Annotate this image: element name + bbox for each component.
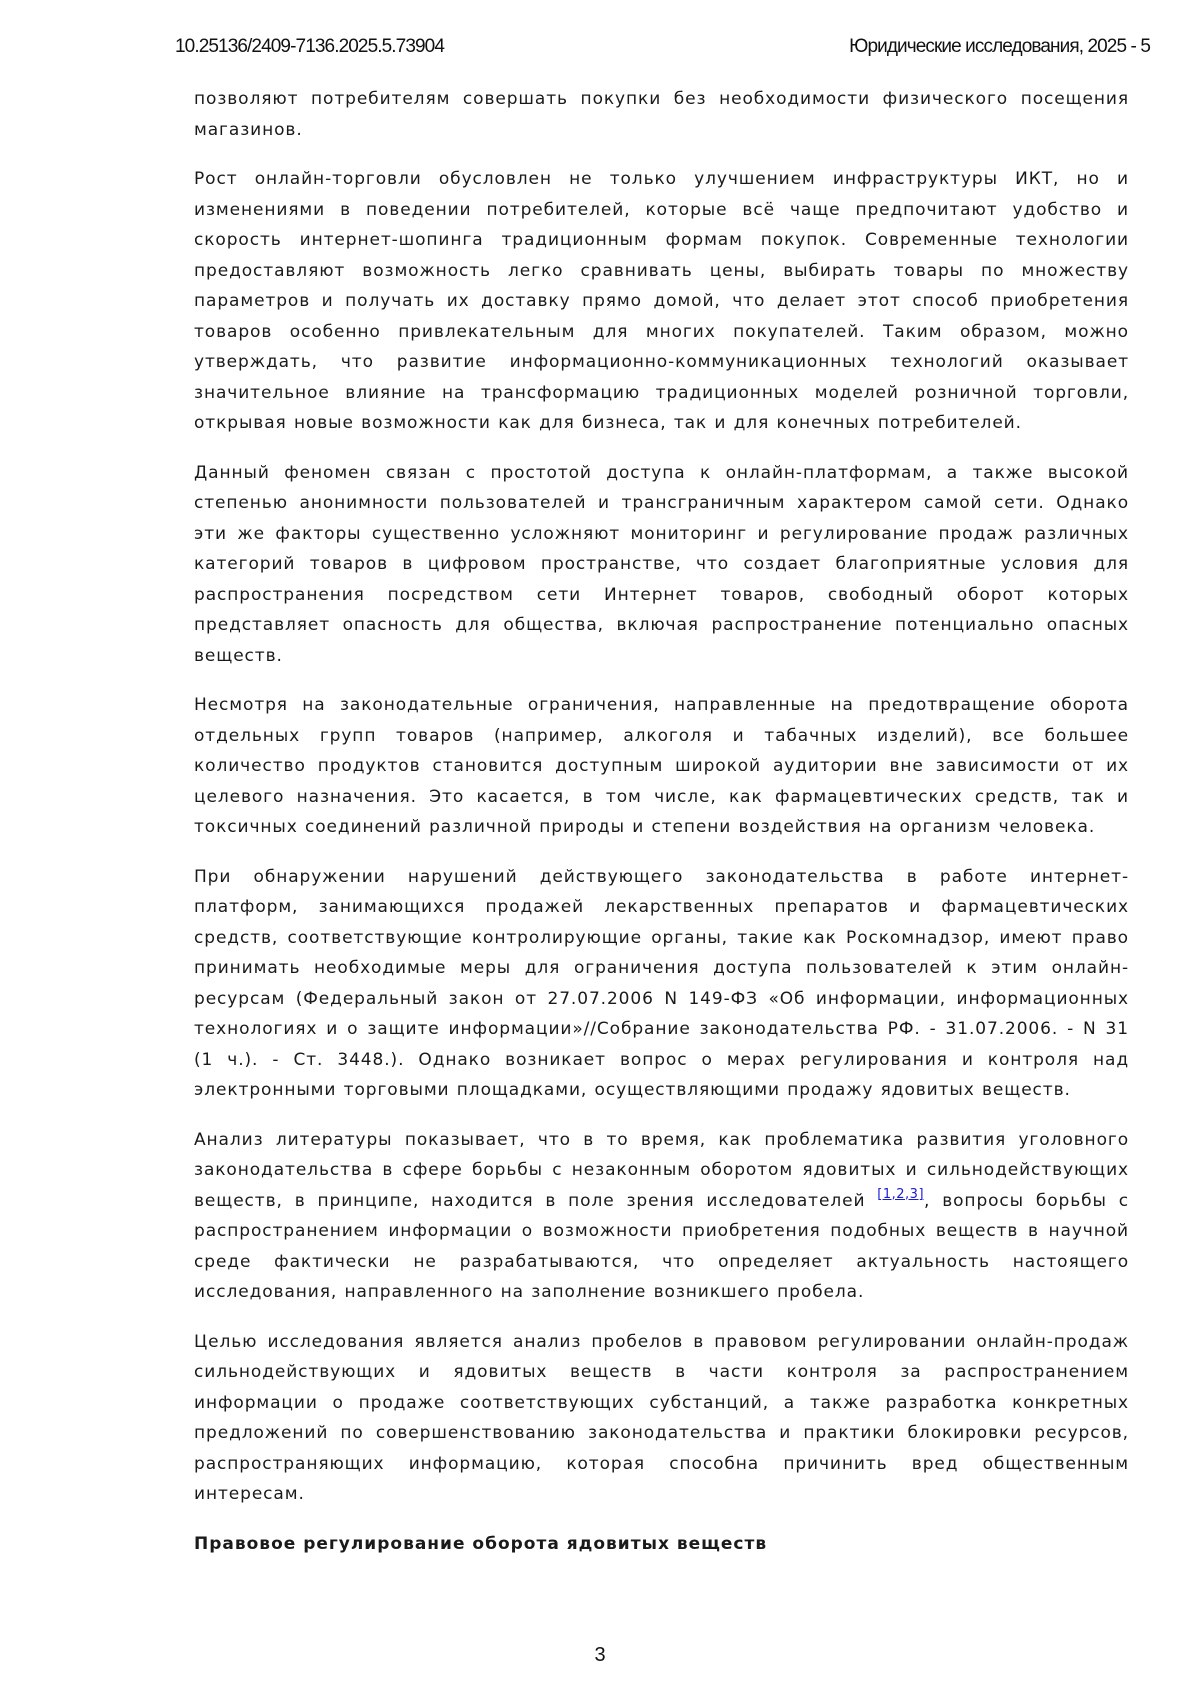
paragraph-literature-analysis bbox=[194, 1125, 1129, 1308]
analysis-text-before: Анализ литературы показывает, что в то время, как проблематика развития уголовного законодательства в сфере борьбы с незаконным оборотом ядовитых и сильнодействующих веществ, в принципе, находится в поле зрения исследователей bbox=[194, 1129, 1129, 1211]
paragraph-continuation: позволяют потребителям совершать покупки без необходимости физического посещения магазинов. bbox=[194, 89, 1129, 140]
paragraph-research-goal: Целью исследования является анализ пробелов в правовом регулировании онлайн-продаж сильнодействующих и ядовитых веществ в части контроля за распространением информации о продаже соответствующих субстанций, а также разработка конкретных предложений по совершенствованию законодательства и практики блокировки ресурсов, распространяющих информацию, которая способна причинить вред общественным интересам. bbox=[194, 1331, 1129, 1504]
section-heading: Правовое регулирование оборота ядовитых веществ bbox=[194, 1533, 768, 1554]
analysis-text-after: , вопросы борьбы с распространением информации о возможности приобретения подобных веществ в научной среде фактически не разрабатываются, что определяет актуальность настоящего исследования, направленного на заполнение возникшего пробела. bbox=[194, 1190, 1129, 1302]
paragraph-phenomenon: Данный феномен связан с простотой доступа к онлайн-платформам, а также высокой степенью анонимности пользователей и трансграничным характером самой сети. Однако эти же факторы существенно усложняют мониторинг и регулирование продаж различных категорий товаров в цифровом пространстве, что создает благоприятные условия для распространения посредством сети Интернет товаров, свободный оборот которых представляет опасность для общества, включая распространение потенциально опасных веществ. bbox=[194, 462, 1129, 666]
paragraph-online-trade-growth: Рост онлайн-торговли обусловлен не только улучшением инфраструктуры ИКТ, но и изменениями в поведении потребителей, которые всё чаще предпочитают удобство и скорость интернет-шопинга традиционным формам покупок. Современные технологии предоставляют возможность легко сравнивать цены, выбирать товары по множеству параметров и получать их доставку прямо домой, что делает этот способ приобретения товаров особенно привлекательным для многих покупателей. Таким образом, можно утверждать, что развитие информационно-коммуникационных технологий оказывает значительное влияние на трансформацию традиционных моделей розничной торговли, открывая новые возможности как для бизнеса, так и для конечных потребителей. bbox=[194, 169, 1129, 433]
article-body bbox=[194, 84, 1129, 1559]
page-header bbox=[175, 36, 1150, 62]
reference-link[interactable]: [1,2,3] bbox=[877, 1186, 925, 1202]
paragraph-legal-restrictions: Несмотря на законодательные ограничения, направленные на предотвращение оборота отдельных групп товаров (например, алкоголя и табачных изделий), все большее количество продуктов становится доступным широкой аудитории вне зависимости от их целевого назначения. Это касается, в том числе, как фармацевтических средств, так и токсичных соединений различной природы и степени воздействия на организм человека. bbox=[194, 695, 1129, 837]
doi-text: 10.25136/2409-7136.2025.5.73904 bbox=[175, 36, 444, 57]
page-number: 3 bbox=[594, 1644, 606, 1666]
paragraph-violations: При обнаружении нарушений действующего законодательства в работе интернет-платформ, занимающихся продажей лекарственных препаратов и фармацевтических средств, соответствующие контролирующие органы, такие как Роскомнадзор, имеют право принимать необходимые меры для ограничения доступа пользователей к этим онлайн-ресурсам (Федеральный закон от 27.07.2006 N 149-ФЗ «Об информации, информационных технологиях и о защите информации»//Собрание законодательства РФ. - 31.07.2006. - N 31 (1 ч.). - Ст. 3448.). Однако возникает вопрос о мерах регулирования и контроля над электронными торговыми площадками, осуществляющими продажу ядовитых веществ. bbox=[194, 866, 1129, 1100]
journal-title: Юридические исследования, 2025 - 5 bbox=[849, 36, 1150, 57]
